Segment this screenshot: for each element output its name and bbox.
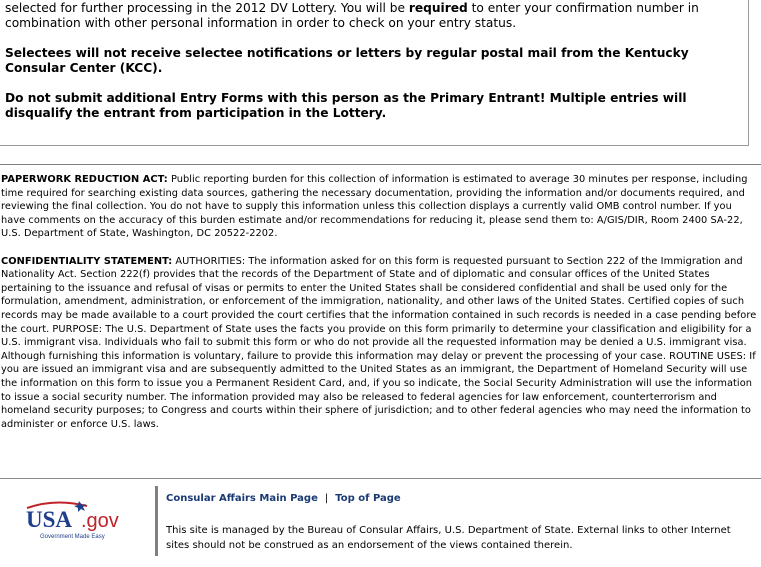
footer-links (166, 493, 401, 504)
logo-tagline: Government Made Easy (40, 534, 105, 540)
notice-box (0, 0, 749, 146)
footer-disclaimer: This site is managed by the Bureau of Consular Affairs, U.S. Department of State. External links to other Internet sites should not be construed as an endorsement of the views contained therein. (166, 525, 731, 551)
usa-gov-logo[interactable] (25, 500, 137, 542)
consular-affairs-main-page-link[interactable]: Consular Affairs Main Page (166, 493, 318, 504)
notice-text-part: to enter your confirmation number in combination with other personal information in order to check on your entry status. (5, 1, 699, 30)
notice-entry-status (5, 1, 738, 31)
footer-link-separator: | (324, 493, 329, 504)
paperwork-label: PAPERWORK REDUCTION ACT: (1, 174, 168, 185)
notice-no-additional-entries (5, 91, 738, 121)
paperwork-reduction-act (1, 173, 757, 241)
notice-no-additional-entries-text: Do not submit additional Entry Forms with this person as the Primary Entrant! Multiple entries will disqualify the entrant from participation in the Lottery. (5, 91, 687, 120)
logo-usa: USA (26, 507, 73, 532)
notice-no-postal-mail (5, 46, 738, 76)
top-of-page-link[interactable]: Top of Page (335, 493, 401, 504)
notice-required-emphasis: required (408, 1, 468, 15)
legal-section (1, 173, 757, 445)
notice-text-part: selected for further processing in the 2012 DV Lottery. You will be (5, 1, 409, 15)
confidentiality-text: AUTHORITIES: The information asked for on this form is requested pursuant to Section 222 of the Immigration and Nationality Act. Section 222(f) provides that the records of the Department of State and of diplomatic and consular offices of the United States pertaining to the issuance and refusal of visas or permits to enter the United States shall be considered confidential and shall be used only for the formulation, amendment, administration, or enforcement of the immigration, nationality, and other laws of the United States. Certified copies of such records may be made available to a court provided the court certifies that the information contained in such records is needed in a case pending before the court. PURPOSE: The U.S. Department of State uses the facts you provide on this form primarily to determine your classification and eligibility for a U.S. immigrant visa. Individuals who fail to submit this form or who do not provide all the requested information may be denied a U.S. immigrant visa. Although furnishing this information is voluntary, failure to provide this information may delay or prevent the processing of your case. ROUTINE USES: If you are issued an immigrant visa and are subsequently admitted to the United States as an immigrant, the Department of Homeland Security will use the information on this form to issue you a Permanent Resident Card, and, if you so indicate, the Social Security Administration will use the information to issue a social security number. The information provided may also be released to federal agencies for law enforcement, counterterrorism and homeland security purposes; to Congress and courts within their sphere of jurisdiction; and to other federal agencies who may need the information to administer or enforce U.S. laws. (1, 255, 757, 430)
confidentiality-statement (1, 255, 757, 432)
section-divider (0, 164, 761, 165)
paperwork-text: Public reporting burden for this collection of information is estimated to average 30 minutes per response, including time required for searching existing data sources, gathering the necessary documentation, providing the information and/or documents required, and reviewing the final collection. You do not have to supply this information unless this collection displays a currently valid OMB control number. If you have comments on the accuracy of this burden estimate and/or recommendations for reducing it, please send them to: A/GIS/DIR, Room 2400 SA-22, U.S. Department of State, Washington, DC 20522-2202. (1, 174, 748, 240)
footer-divider (0, 478, 761, 479)
footer-vertical-bar (155, 486, 158, 556)
confidentiality-label: CONFIDENTIALITY STATEMENT: (1, 255, 173, 267)
usa-gov-logo-icon (25, 500, 137, 542)
notice-no-postal-mail-text: Selectees will not receive selectee notifications or letters by regular postal mail from the Kentucky Consular Center (KCC). (5, 46, 689, 75)
logo-gov: .gov (81, 510, 119, 532)
